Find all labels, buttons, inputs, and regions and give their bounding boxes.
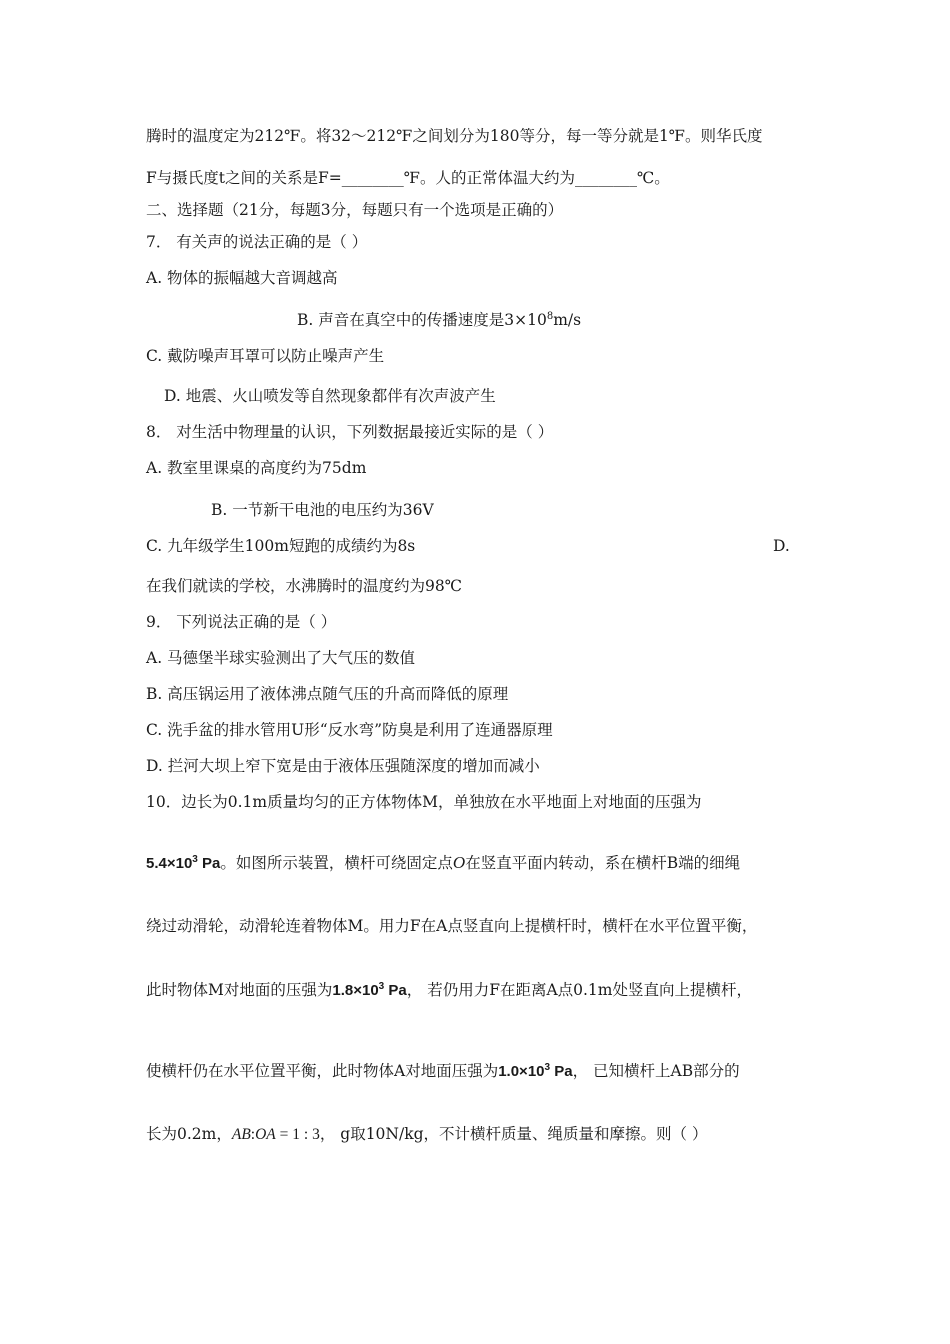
- question-9: 9． 下列说法正确的是（ ）: [146, 613, 337, 631]
- option-8d: 在我们就读的学校，水沸腾时的温度约为98℃: [146, 577, 463, 595]
- option-8a: A. 教室里课桌的高度约为75dm: [146, 459, 367, 477]
- option-8d-label: D.: [773, 537, 790, 555]
- ratio-expression: AB:OA = 1 : 3: [231, 1126, 320, 1143]
- option-7a: A. 物体的振幅越大音调越高: [146, 269, 338, 287]
- question-10-line: 使横杆仍在水平位置平衡，此时物体A对地面压强为$1.0\times 10^3$ Pa， 已知横杆上AB部分的: [146, 1062, 740, 1080]
- option-9b: B. 高压锅运用了液体沸点随气压的升高而降低的原理: [146, 685, 509, 703]
- question-10-line: 长为0.2m，AB:OA = 1 : 3， g取10N/kg，不计横杆质量、绳质量和摩擦。则（ ）: [146, 1125, 708, 1143]
- exponent: 8: [546, 311, 554, 322]
- option-8b: B. 一节新干电池的电压约为36V: [211, 501, 434, 519]
- pressure-value: $1.8\times 10^3$ Pa: [332, 981, 407, 999]
- question-8: 8． 对生活中物理量的认识，下列数据最接近实际的是（ ）: [146, 423, 554, 441]
- option-9d: D. 拦河大坝上窄下宽是由于液体压强随深度的增加而减小: [146, 757, 540, 775]
- option-9a: A. 马德堡半球实验测出了大气压的数值: [146, 649, 416, 667]
- question-10: 10．边长为0.1m质量均匀的正方体物体M，单独放在水平地面上对地面的压强为: [146, 793, 702, 811]
- option-7b: [297, 310, 581, 330]
- point-o-symbol: O: [452, 853, 466, 872]
- section-heading: 二、选择题（21分，每题3分，每题只有一个选项是正确的）: [146, 201, 564, 219]
- text-line: F与摄氏度t之间的关系是F=________℉。人的正常体温大约为________℃。: [146, 169, 670, 187]
- text-line: 腾时的温度定为212℉。将32～212℉之间划分为180等分，每一等分就是1℉。则华氏度: [146, 127, 763, 145]
- option-8c: C. 九年级学生100m短跑的成绩约为8s: [146, 537, 416, 555]
- pressure-value: $1.0\times 10^3$ Pa: [498, 1062, 573, 1080]
- question-10-line: 绕过动滑轮，动滑轮连着物体M。用力F在A点竖直向上提横杆时，横杆在水平位置平衡，: [146, 917, 758, 935]
- option-7c: C. 戴防噪声耳罩可以防止噪声产生: [146, 347, 385, 365]
- pressure-value: $5.4\times 10^3$ Pa: [146, 854, 221, 872]
- question-10-line: 此时物体M对地面的压强为$1.8\times 10^3$ Pa， 若仍用力F在距离A点0.1m处竖直向上提横杆，: [146, 981, 752, 999]
- question-10-line: $5.4\times 10^3$ Pa。如图所示装置，横杆可绕固定点O在竖直平面内转动，系在横杆B端的细绳: [146, 853, 741, 872]
- question-7: 7． 有关声的说法正确的是（ ）: [146, 233, 368, 251]
- option-9c: C. 洗手盆的排水管用U形“反水弯”防臭是利用了连通器原理: [146, 721, 553, 739]
- option-7b-text: B. 声音在真空中的传播速度是3×10: [297, 311, 547, 329]
- option-7b-unit: m/s: [553, 311, 582, 329]
- option-7d: D. 地震、火山喷发等自然现象都伴有次声波产生: [164, 387, 496, 405]
